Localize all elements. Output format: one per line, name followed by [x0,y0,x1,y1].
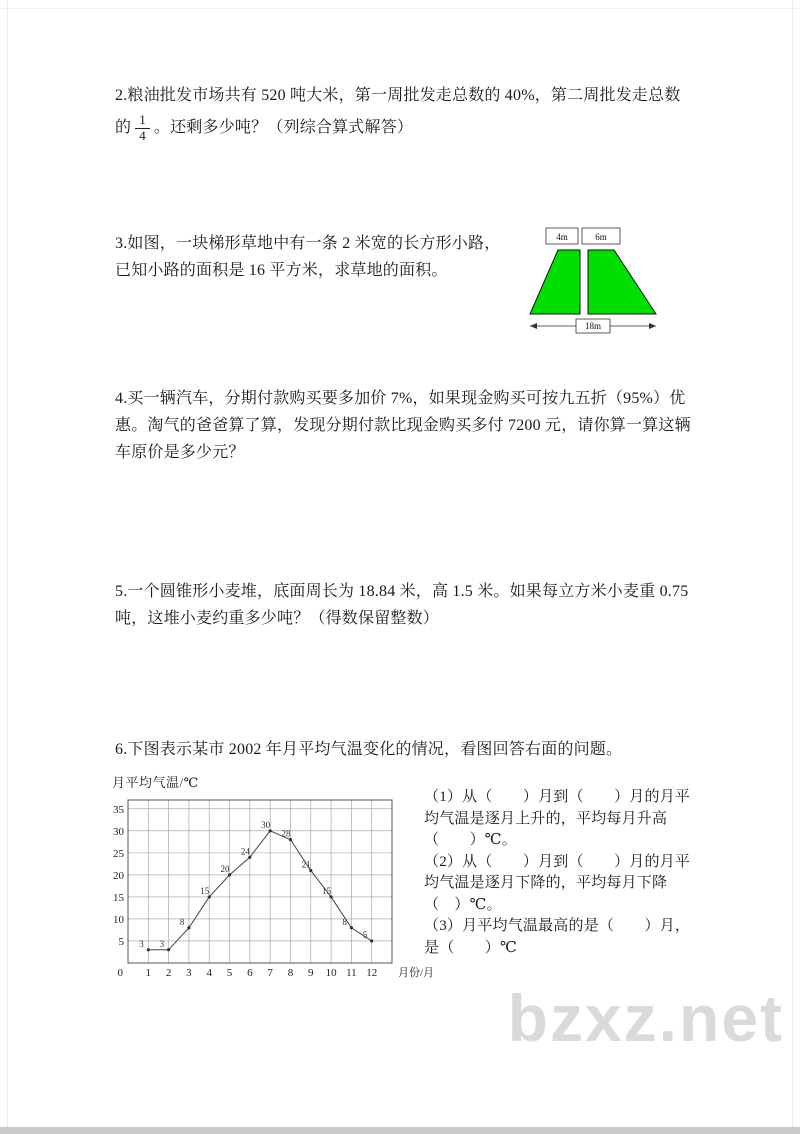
question-2-line1: 2.粮油批发市场共有 520 吨大米，第一周批发走总数的 40%，第二周批发走总数 [115,87,681,104]
chart-title: 月平均气温/℃ [112,775,199,790]
svg-text:25: 25 [113,847,124,860]
svg-text:21: 21 [301,859,311,870]
question-6-subquestions [424,787,696,959]
svg-text:10: 10 [113,913,124,926]
question-2-line2 [115,113,695,144]
label-4m: 4m [556,232,568,242]
question-3-line1: 3.如图，一块梯形草地中有一条 2 米宽的长方形小路， [115,235,501,252]
question-3 [115,230,515,284]
question-2-post-fraction: 。还剩多少吨？（列综合算式解答） [153,119,414,137]
temperature-line-chart [108,795,442,981]
question-2-pre-fraction: 的 [115,119,132,137]
label-6m: 6m [595,232,607,242]
svg-text:12: 12 [366,967,378,979]
svg-text:8: 8 [342,916,347,927]
question-2 [115,82,695,144]
trapezoid-diagram [518,224,668,342]
grass-left-shape [530,250,580,314]
svg-text:30: 30 [261,819,271,830]
page-left-edge [7,0,8,1127]
svg-text:0: 0 [117,967,123,979]
svg-text:5: 5 [118,935,124,948]
question-6-intro: 6.下图表示某市 2002 年月平均气温变化的情况，看图回答右面的问题。 [115,741,623,758]
fraction-denominator: 4 [139,127,146,143]
svg-text:35: 35 [113,803,124,816]
trapezoid-diagram-svg [518,224,668,339]
svg-text:3: 3 [139,938,144,949]
grass-right-shape [588,250,656,314]
fraction-numerator: 1 [135,113,150,129]
svg-text:11: 11 [346,967,357,979]
svg-text:8: 8 [287,967,294,979]
svg-text:3: 3 [159,938,165,949]
svg-text:月份/月: 月份/月 [398,967,435,979]
svg-text:4: 4 [206,967,212,979]
page-top-rule [0,8,800,9]
question-6-item-1: （1）从（ ）月到（ ）月的月平均气温是逐月上升的，平均每月升高（ ）℃。 [424,789,691,848]
page-right-edge [792,0,793,1127]
svg-text:15: 15 [322,885,332,896]
question-6-item-3: （3）月平均气温最高的是（ ）月，是（ ）℃ [424,918,691,956]
svg-text:30: 30 [113,825,124,838]
svg-text:6: 6 [247,967,253,979]
question-3-line2: 已知小路的面积是 16 平方米，求草地的面积。 [115,262,448,279]
svg-text:2: 2 [165,967,172,979]
svg-text:5: 5 [362,929,368,940]
base-arrow-right [649,323,656,329]
temperature-chart-container [108,795,442,981]
svg-text:1: 1 [145,967,152,979]
svg-text:5: 5 [226,967,233,979]
svg-text:20: 20 [220,863,230,874]
svg-text:8: 8 [179,916,185,927]
svg-text:28: 28 [281,828,291,839]
base-arrow-left [530,323,537,329]
question-4: 4.买一辆汽车，分期付款购买要多加价 7%，如果现金购买可按九五折（95%）优惠。淘气的爸爸算了算，发现分期付款比现金购买多付 7200 元，请你算一算这辆车原价是多少元？ [115,390,691,461]
svg-text:24: 24 [240,846,250,857]
svg-text:15: 15 [113,891,124,904]
svg-text:10: 10 [325,967,337,979]
site-watermark: bzxz.net [507,981,784,1055]
svg-text:3: 3 [186,967,192,979]
svg-text:20: 20 [113,869,124,882]
page-bottom-bar [0,1127,800,1134]
question-6-item-2: （2）从（ ）月到（ ）月的月平均气温是逐月下降的，平均每月下降（ ）℃。 [424,853,691,913]
fraction-one-fourth [135,113,150,144]
svg-text:7: 7 [267,967,273,979]
svg-text:15: 15 [200,885,210,896]
question-5: 5.一个圆锥形小麦堆，底面周长为 18.84 米，高 1.5 米。如果每立方米小麦重 0.75 吨，这堆小麦约重多少吨？（得数保留整数） [115,583,689,627]
label-18m: 18m [584,321,602,331]
svg-text:9: 9 [308,967,314,979]
